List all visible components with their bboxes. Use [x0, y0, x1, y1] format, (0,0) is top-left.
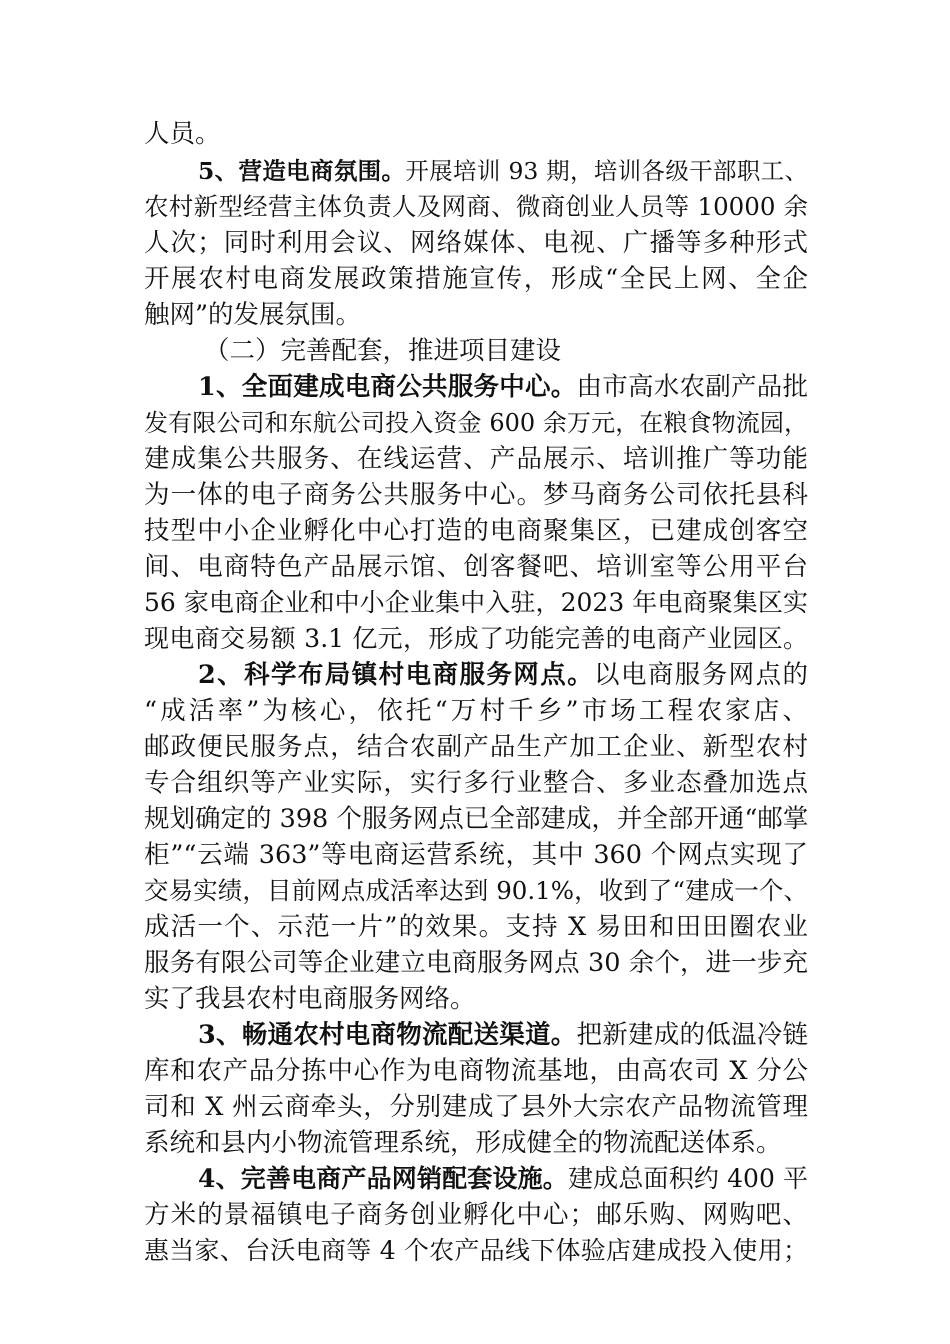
text-line: 邮政便民服务点，结合农副产品生产加工企业、新型农村 [144, 732, 808, 762]
text-line: 触网”的发展氛围。 [144, 300, 362, 330]
section-heading: （二）完善配套，推进项目建设 [204, 336, 562, 366]
text-line: 人次；同时利用会议、网络媒体、电视、广播等多种形式 [144, 228, 808, 258]
text-line: 库和农产品分拣中心作为电商物流基地，由高农司 X 分公 [144, 1056, 808, 1086]
text-line: 56 家电商企业和中小企业集中入驻，2023 年电商聚集区实 [144, 588, 808, 617]
text-line: 柜”“云端 363”等电商运营系统，其中 360 个网点实现了 [144, 840, 808, 870]
text-line: 方米的景福镇电子商务创业孵化中心；邮乐购、网购吧、 [144, 1200, 808, 1230]
text-line: 成活一个、示范一片”的效果。支持 X 易田和田田圈农业 [144, 912, 808, 942]
text-line: 发有限公司和东航公司投入资金 600 余万元，在粮食物流园， [144, 409, 808, 437]
text-line: 专合组织等产业实际，实行多行业整合、多业态叠加选点 [144, 768, 808, 798]
text-line: “成活率”为核心，依托“万村千乡”市场工程农家店、 [144, 696, 808, 726]
text-line: 建成集公共服务、在线运营、产品展示、培训推广等功能 [144, 444, 808, 474]
text-line: 司和 X 州云商牵头，分别建成了县外大宗农产品物流管理 [144, 1092, 808, 1122]
text-line: 农村新型经营主体负责人及网商、微商创业人员等 10000 余 [144, 192, 808, 221]
text-line: 为一体的电子商务公共服务中心。梦马商务公司依托县科 [144, 480, 808, 510]
text-line: 3、畅通农村电商物流配送渠道。把新建成的低温冷链 [198, 1020, 808, 1050]
text-line: 现电商交易额 3.1 亿元，形成了功能完善的电商产业园区。 [144, 624, 808, 653]
text-line: 2、科学布局镇村电商服务网点。以电商服务网点的 [198, 660, 808, 690]
item-heading: 4、完善电商产品网销配套设施。 [198, 1164, 568, 1193]
item-heading: 5、营造电商氛围。 [198, 157, 406, 185]
text-line: 实了我县农村电商服务网络。 [144, 984, 476, 1014]
text-line: 服务有限公司等企业建立电商服务网点 30 余个，进一步充 [144, 948, 808, 978]
text-line: 5、营造电商氛围。开展培训 93 期，培训各级干部职工、 [198, 157, 808, 185]
text-line: 系统和县内小物流管理系统，形成健全的物流配送体系。 [144, 1128, 782, 1158]
text-line: 4、完善电商产品网销配套设施。建成总面积约 400 平 [198, 1164, 808, 1193]
text-line: 规划确定的 398 个服务网点已全部建成，并全部开通“邮掌 [144, 804, 808, 834]
item-heading: 3、畅通农村电商物流配送渠道。 [198, 1020, 577, 1050]
text-line: 人员。 [144, 119, 221, 149]
item-heading: 2、科学布局镇村电商服务网点。 [198, 660, 595, 690]
text-line: 技型中小企业孵化中心打造的电商聚集区，已建成创客空 [144, 516, 808, 546]
text-line: 惠当家、台沃电商等 4 个农产品线下体验店建成投入使用； [144, 1236, 808, 1265]
text-line: 1、全面建成电商公共服务中心。由市高水农副产品批 [198, 372, 808, 402]
text-line: 开展农村电商发展政策措施宣传，形成“全民上网、全企 [144, 264, 808, 294]
item-heading: 1、全面建成电商公共服务中心。 [198, 372, 577, 402]
text-line: 交易实绩，目前网点成活率达到 90.1%，收到了“建成一个、 [144, 876, 808, 905]
text-line: 间、电商特色产品展示馆、创客餐吧、培训室等公用平台 [144, 552, 808, 582]
